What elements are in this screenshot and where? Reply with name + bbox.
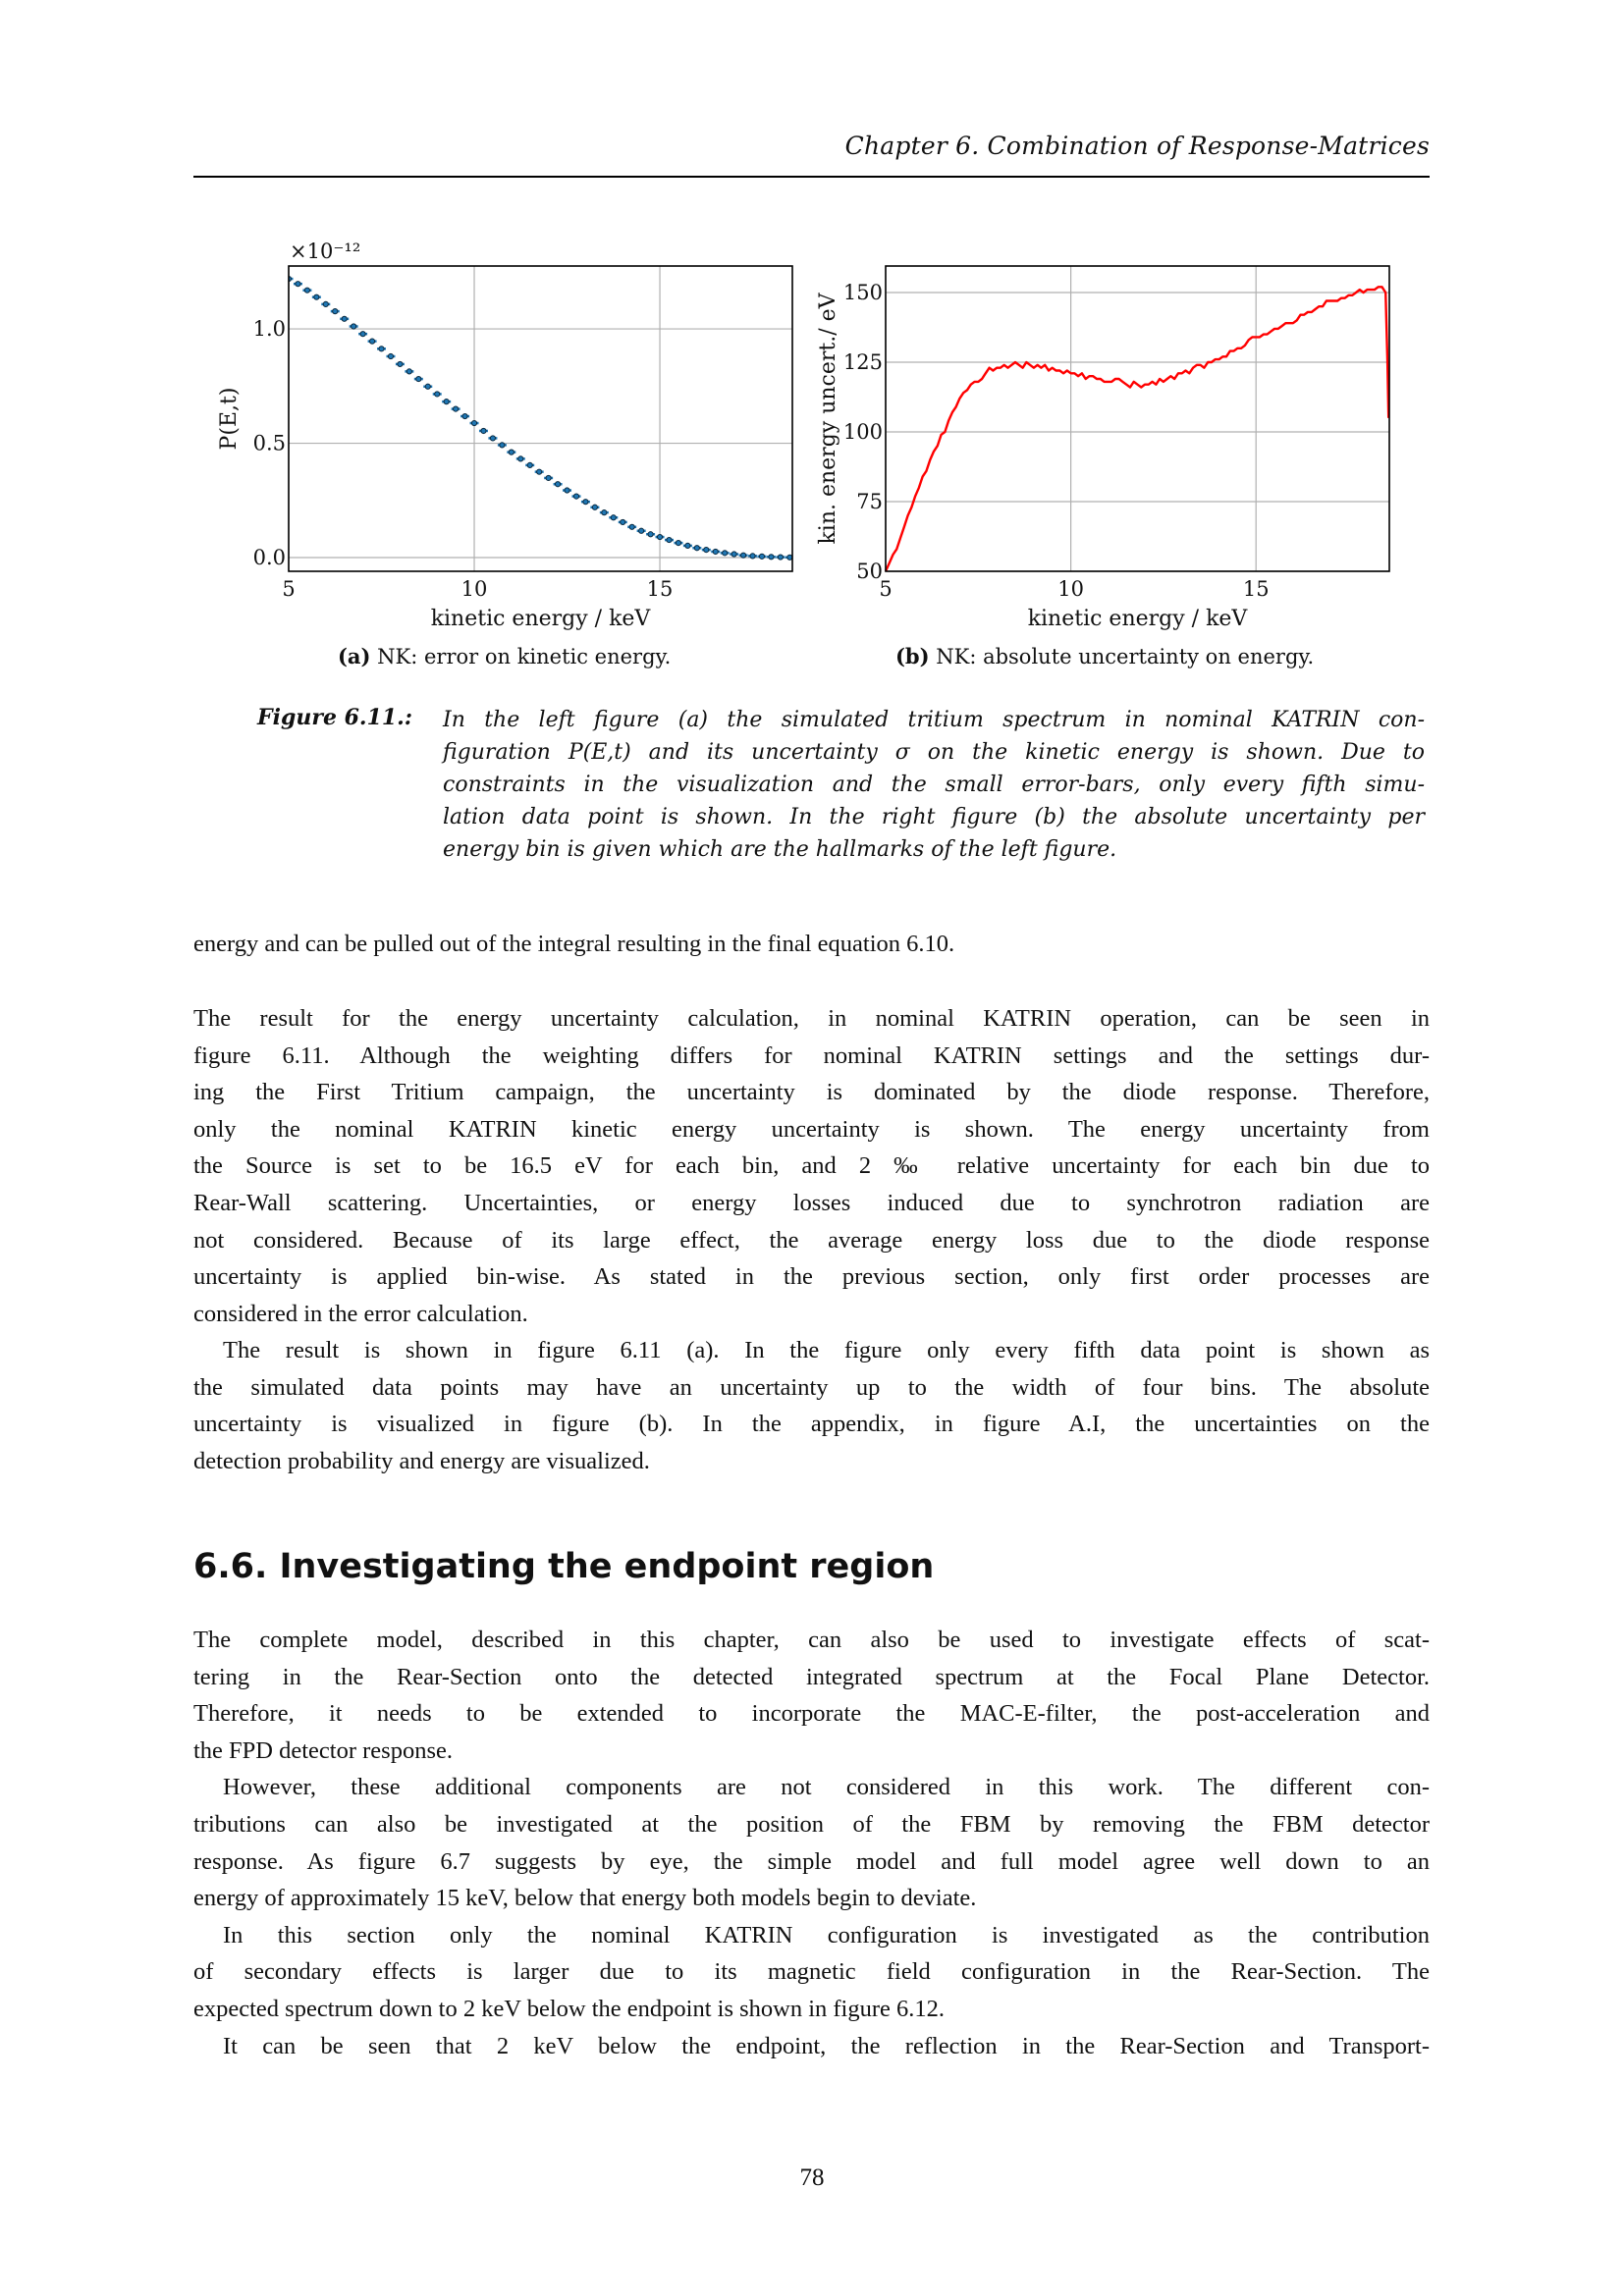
figure-caption-label: Figure 6.11.: [257, 705, 412, 730]
axes-frame [289, 266, 792, 571]
subcaption-a [338, 644, 671, 668]
data-point [509, 450, 514, 454]
data-point [304, 288, 309, 293]
text-line: ing the First Tritium campaign, the uncertainty is dominated by the diode response. Therefore, [193, 1079, 1430, 1106]
text-line: of secondary effects is larger due to its magnetic field configuration in the Rear-Section. The [193, 1958, 1430, 1986]
text-line: It can be seen that 2 keV below the endpoint, the reflection in the Rear-Section and Transport- [223, 2032, 1430, 2059]
data-point [471, 420, 476, 425]
data-point [676, 541, 680, 546]
data-point [769, 555, 774, 560]
data-point [573, 494, 578, 499]
page-number: 78 [799, 2164, 825, 2191]
text-line: Therefore, it needs to be extended to incorporate the MAC-E-filter, the post-acceleration and [193, 1700, 1430, 1728]
text-line: energy and can be pulled out of the integral resulting in the final equation 6.10. [193, 931, 955, 957]
text-line: tering in the Rear-Section onto the detected integrated spectrum at the Focal Plane Detector. [193, 1663, 1430, 1690]
running-header: Chapter 6. Combination of Response-Matrices [844, 132, 1430, 160]
y-scale-label: ×10⁻¹² [290, 240, 361, 263]
data-point [425, 384, 430, 389]
caption-line: constraints in the visualization and the small error-bars, only every fifth simu- [443, 773, 1425, 797]
text-line: response. As figure 6.7 suggests by eye, the simple model and full model agree well down to an [193, 1847, 1430, 1875]
x-tick-label: 15 [646, 577, 674, 601]
data-point [323, 301, 328, 306]
subcaption-b-label: (b) [895, 644, 930, 668]
text-line: The complete model, described in this chapter, can also be used to investigate effects of scat- [193, 1627, 1430, 1653]
paragraph-continuation [193, 926, 1430, 963]
figure-6-11-plots [0, 0, 1624, 687]
data-point [406, 369, 411, 374]
text-line: Rear-Wall scattering. Uncertainties, or energy losses induced due to synchrotron radiation are [193, 1189, 1430, 1216]
plot-b-absolute-uncertainty [816, 266, 1389, 631]
paragraph-complete-model [193, 1622, 1430, 2064]
text-line: tributions can also be investigated at the position of the FBM by removing the FBM detector [193, 1810, 1430, 1838]
y-tick-label: 50 [856, 560, 883, 583]
x-axis-label: kinetic energy / keV [430, 607, 651, 631]
x-tick-label: 10 [1057, 577, 1084, 601]
uncertainty-line [886, 287, 1388, 571]
y-tick-label: 1.0 [252, 317, 286, 342]
data-point [416, 376, 421, 381]
data-point [704, 548, 709, 553]
x-axis-label: kinetic energy / keV [1027, 607, 1248, 631]
data-point [527, 462, 532, 467]
data-point [500, 443, 505, 448]
data-point [621, 519, 625, 524]
text-line: The result is shown in figure 6.11 (a). In the figure only every fifth data point is shown as [223, 1337, 1430, 1363]
text-line: the simulated data points may have an uncertainty up to the width of four bins. The absolute [193, 1373, 1430, 1401]
x-tick-label: 10 [460, 577, 488, 601]
subcaption-b-text: NK: absolute uncertainty on energy. [936, 645, 1315, 668]
data-point [611, 515, 616, 520]
text-line: In this section only the nominal KATRIN configuration is investigated as the contribution [223, 1921, 1430, 1949]
data-points [285, 276, 794, 560]
paragraph-energy-uncertainty-result [193, 1000, 1430, 1332]
subcaption-a-text: NK: error on kinetic energy. [377, 645, 672, 668]
caption-line: figuration P(E,t) and its uncertainty σ on the kinetic energy is shown. Due to [443, 740, 1425, 765]
data-point [369, 339, 374, 344]
y-tick-label: 0.0 [252, 546, 286, 570]
plot-a-energy-spectrum [217, 240, 794, 631]
data-point [360, 332, 365, 337]
subcaption-a-label: (a) [338, 644, 371, 668]
text-line: energy of approximately 15 keV, below that energy both models begin to deviate. [193, 1885, 977, 1912]
data-point [435, 392, 440, 397]
text-line: only the nominal KATRIN kinetic energy uncertainty is shown. The energy uncertainty from [193, 1115, 1430, 1143]
data-point [583, 500, 588, 505]
y-axis-label: P(E,t) [217, 387, 242, 451]
data-point [667, 537, 672, 542]
data-point [352, 324, 356, 329]
data-point [462, 413, 467, 418]
data-point [778, 555, 783, 560]
data-point [342, 316, 347, 321]
text-line: detection probability and energy are visualized. [193, 1447, 650, 1474]
data-point [740, 553, 745, 558]
figure-caption-text [443, 704, 1425, 866]
y-axis-label: kin. energy uncert./ eV [816, 293, 840, 545]
data-point [592, 505, 597, 509]
text-line: not considered. Because of its large effect, the average energy loss due to the diode response [193, 1226, 1430, 1254]
data-point [629, 524, 634, 529]
data-point [296, 282, 300, 287]
data-point [481, 428, 486, 433]
x-tick-label: 15 [1242, 577, 1270, 601]
data-point [694, 546, 699, 551]
data-point [787, 555, 792, 560]
data-point [685, 543, 690, 548]
data-point [398, 361, 403, 366]
y-tick-label: 100 [842, 419, 883, 444]
data-point [444, 400, 449, 404]
data-point [314, 294, 319, 299]
data-point [602, 510, 607, 515]
data-point [546, 475, 551, 480]
paragraph-result-shown [193, 1332, 1430, 1479]
data-point [657, 534, 662, 539]
text-line: The result for the energy uncertainty calculation, in nominal KATRIN operation, can be seen in [193, 1005, 1430, 1032]
data-point [723, 551, 728, 556]
data-point [388, 353, 393, 358]
data-point [518, 456, 523, 461]
data-point [731, 552, 736, 557]
text-line: the FPD detector response. [193, 1736, 453, 1764]
text-line: expected spectrum down to 2 keV below the endpoint is shown in figure 6.12. [193, 1995, 946, 2022]
data-point [555, 482, 560, 487]
y-tick-label: 0.5 [252, 431, 286, 455]
caption-line: energy bin is given which are the hallmarks of the left figure. [443, 837, 1117, 862]
data-point [750, 554, 755, 559]
y-tick-label: 75 [856, 489, 883, 513]
text-line: uncertainty is visualized in figure (b). In the appendix, in figure A.I, the uncertainties on the [193, 1411, 1430, 1438]
data-point [490, 436, 495, 441]
text-line: uncertainty is applied bin-wise. As stated in the previous section, only first order processes are [193, 1263, 1430, 1291]
data-point [648, 532, 653, 537]
caption-line: lation data point is shown. In the right figure (b) the absolute uncertainty per [443, 805, 1425, 829]
data-point [639, 528, 644, 533]
text-line: figure 6.11. Although the weighting differs for nominal KATRIN settings and the settings dur- [193, 1041, 1430, 1069]
data-point [537, 469, 542, 474]
y-tick-label: 150 [842, 280, 883, 304]
data-point [379, 347, 384, 351]
subcaption-b [895, 644, 1314, 668]
text-line: the Source is set to be 16.5 eV for each bin, and 2 ‰ relative uncertainty for each bin due to [193, 1152, 1430, 1180]
data-point [565, 488, 569, 493]
text-line: considered in the error calculation. [193, 1300, 528, 1327]
x-tick-label: 5 [282, 577, 296, 601]
data-point [713, 549, 718, 554]
text-line: However, these additional components are not considered in this work. The different con- [223, 1774, 1430, 1801]
caption-line: In the left figure (a) the simulated tritium spectrum in nominal KATRIN con- [443, 708, 1425, 732]
x-tick-label: 5 [879, 577, 893, 601]
data-point [454, 406, 459, 411]
data-point [333, 309, 338, 314]
y-tick-label: 125 [842, 349, 883, 374]
data-point [759, 554, 764, 559]
section-heading: 6.6. Investigating the endpoint region [193, 1547, 935, 1586]
